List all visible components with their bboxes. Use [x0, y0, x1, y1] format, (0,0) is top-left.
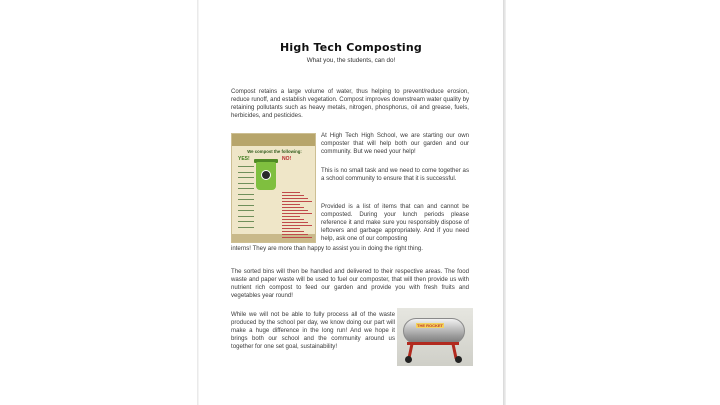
poster-no-item-line — [282, 219, 304, 220]
poster-no-item-line — [282, 204, 300, 205]
poster-no-item-line — [282, 195, 304, 196]
poster-no-item-line — [282, 198, 308, 199]
paragraph-list-info: Provided is a list of items that can and cannot be composted. During your lunch periods please reference it and make sure you responsibly dispose of leftovers and garbage appropriately. And if you need help, ask one of our composting — [321, 203, 469, 243]
compost-list-poster — [231, 133, 316, 243]
paragraph-compost-benefits: Compost retains a large volume of water, thus helping to prevent/reduce erosion, reduce runoff, and establish vegetation. Compost improves downstream water quality by retaining pollutants such as heavy metals, nitrogen, phosphorus, oil and grease, fuels, herbicides, and pesticides. — [231, 88, 470, 120]
paragraph-community: This is no small task and we need to come together as a school community to ensure that it is successful. — [321, 167, 469, 183]
poster-yes-item-line — [238, 188, 254, 189]
poster-yes-item-line — [238, 177, 254, 178]
poster-no-item-line — [282, 234, 308, 235]
document-page — [199, 0, 503, 405]
paragraph-interns: interns! They are more than happy to assist you in doing the right thing. — [231, 245, 423, 252]
poster-no-item-line — [282, 207, 304, 208]
poster-yes-item-line — [238, 172, 254, 173]
poster-yes-heading: YES! — [238, 156, 250, 162]
poster-no-item-line — [282, 216, 300, 217]
poster-yes-item-line — [238, 227, 254, 228]
composter-wheel — [455, 356, 462, 363]
poster-no-item-line — [282, 237, 312, 238]
poster-yes-item-line — [238, 194, 254, 195]
poster-no-item-line — [282, 228, 300, 229]
poster-yes-item-line — [238, 205, 254, 206]
poster-heading: We compost the following: — [247, 149, 302, 154]
paragraph-sorted-bins: The sorted bins will then be handled and delivered to their respective areas. The food waste and paper waste will be used to fuel our composter, that will then provide us with nutrient rich compost to feed our garden and provide you with fresh fruits and vegetables year round! — [231, 268, 469, 300]
document-title: High Tech Composting — [280, 41, 422, 54]
document-subtitle: What you, the students, can do! — [306, 57, 396, 64]
poster-no-item-line — [282, 210, 308, 211]
poster-no-item-line — [282, 222, 308, 223]
poster-yes-item-line — [238, 183, 254, 184]
poster-yes-item-line — [238, 166, 254, 167]
poster-no-item-line — [282, 192, 300, 193]
poster-yes-item-line — [238, 210, 254, 211]
composter-wheel — [405, 356, 412, 363]
poster-yes-item-line — [238, 199, 254, 200]
poster-header-band — [232, 134, 315, 146]
poster-no-item-line — [282, 225, 312, 226]
composter-drum — [403, 318, 465, 344]
poster-no-heading: NO! — [282, 156, 292, 162]
composter-photo — [397, 308, 473, 366]
poster-yes-item-line — [238, 221, 254, 222]
paragraph-sustainability: While we will not be able to fully process all of the waste produced by the school per day, we know doing our part will make a huge difference in the long run! And we hope it brings both our school and the community around us together for one set goal, sustainability! — [231, 311, 395, 351]
poster-no-item-line — [282, 201, 312, 202]
poster-no-item-line — [282, 231, 304, 232]
composter-label: THE ROCKET — [417, 323, 443, 328]
paragraph-intro: At High Tech High School, we are starting our own composter that will help both our garden and our community. But we need your help! — [321, 132, 469, 156]
compost-bin-badge — [261, 170, 271, 180]
poster-footer-band — [232, 234, 315, 242]
page-edge-right — [503, 0, 506, 405]
poster-yes-item-line — [238, 216, 254, 217]
poster-no-item-line — [282, 213, 312, 214]
